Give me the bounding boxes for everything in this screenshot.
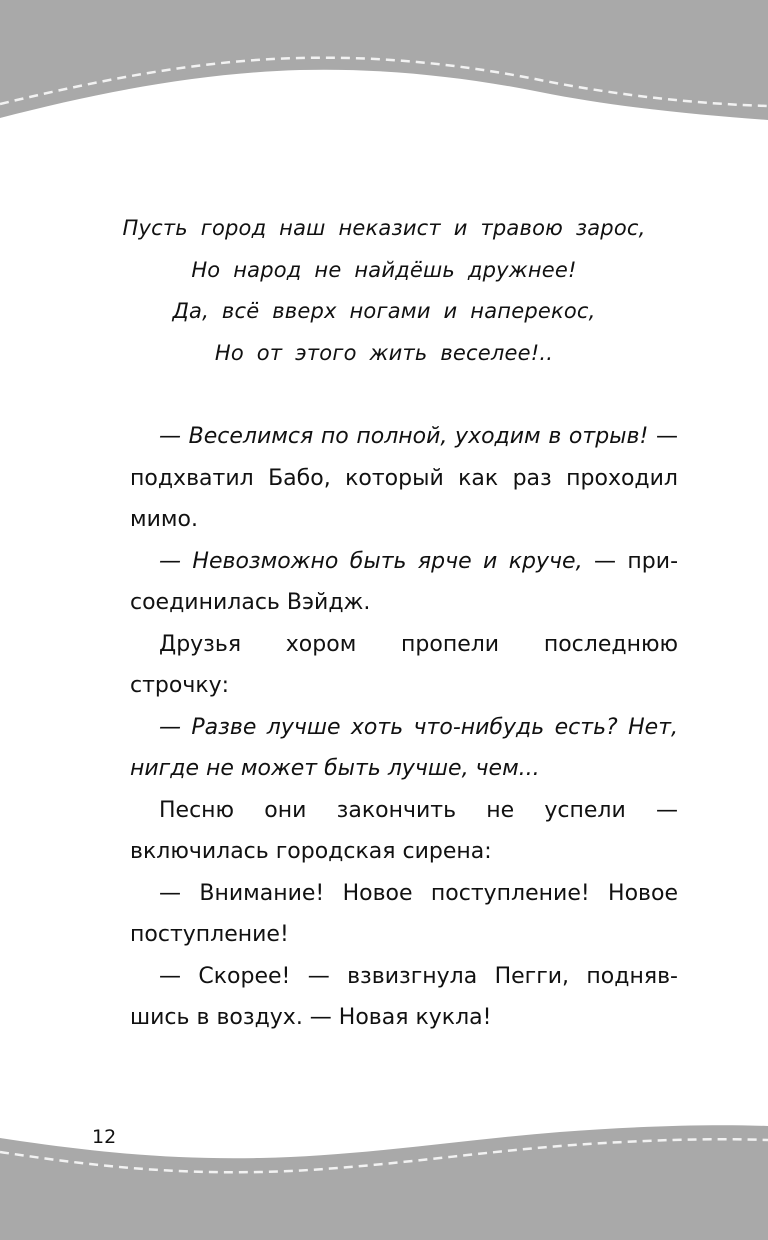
verse-line-3: Да, всё вверх ногами и наперекос,	[172, 299, 596, 323]
dialogue-italic: — Невозможно быть ярче и круче,	[159, 548, 583, 574]
paragraph-4-line-2: нигде не может быть лучше, чем...	[130, 756, 540, 781]
song-verse	[0, 208, 768, 374]
dialogue-dash: — при-	[582, 548, 679, 574]
verse-line-1: Пусть город наш неказист и травою зарос,	[122, 216, 646, 240]
paragraph-2-line-1	[130, 541, 678, 583]
top-wavy-border	[0, 0, 768, 120]
paragraph-6-line-1: — Внимание! Новое поступление! Новое	[159, 880, 678, 906]
paragraph-7-line-2: шись в воздух. — Новая кукла!	[130, 1005, 492, 1030]
paragraph-1-line-2: подхватил Бабо, который как раз проходил	[130, 465, 678, 491]
dialogue-dash: —	[648, 424, 678, 449]
paragraph-1-line-1	[130, 416, 678, 458]
paragraph-2-line-2: соединилась Вэйдж.	[130, 590, 371, 615]
paragraph-5-line-2: включилась городская сирена:	[130, 839, 492, 864]
paragraph-7-line-1: — Скорее! — взвизгнула Пегги, подняв-	[159, 963, 678, 989]
verse-line-2: Но народ не найдёшь дружнее!	[191, 257, 577, 282]
paragraph-3-line-1: Друзья хором пропели последнюю	[159, 631, 678, 657]
paragraph-4-line-1: — Разве лучше хоть что-нибудь есть? Нет,	[159, 714, 678, 740]
paragraph-3-line-2: строчку:	[130, 673, 230, 698]
prose-body	[130, 416, 678, 1039]
page-number: 12	[92, 1126, 117, 1148]
dialogue-italic: — Веселимся по полной, уходим в отрыв!	[159, 424, 649, 449]
paragraph-1-line-3: мимо.	[130, 507, 198, 532]
verse-line-4: Но от этого жить веселее!..	[214, 340, 554, 365]
paragraph-6-line-2: поступление!	[130, 922, 289, 947]
paragraph-5-line-1: Песню они закончить не успели —	[159, 797, 678, 823]
